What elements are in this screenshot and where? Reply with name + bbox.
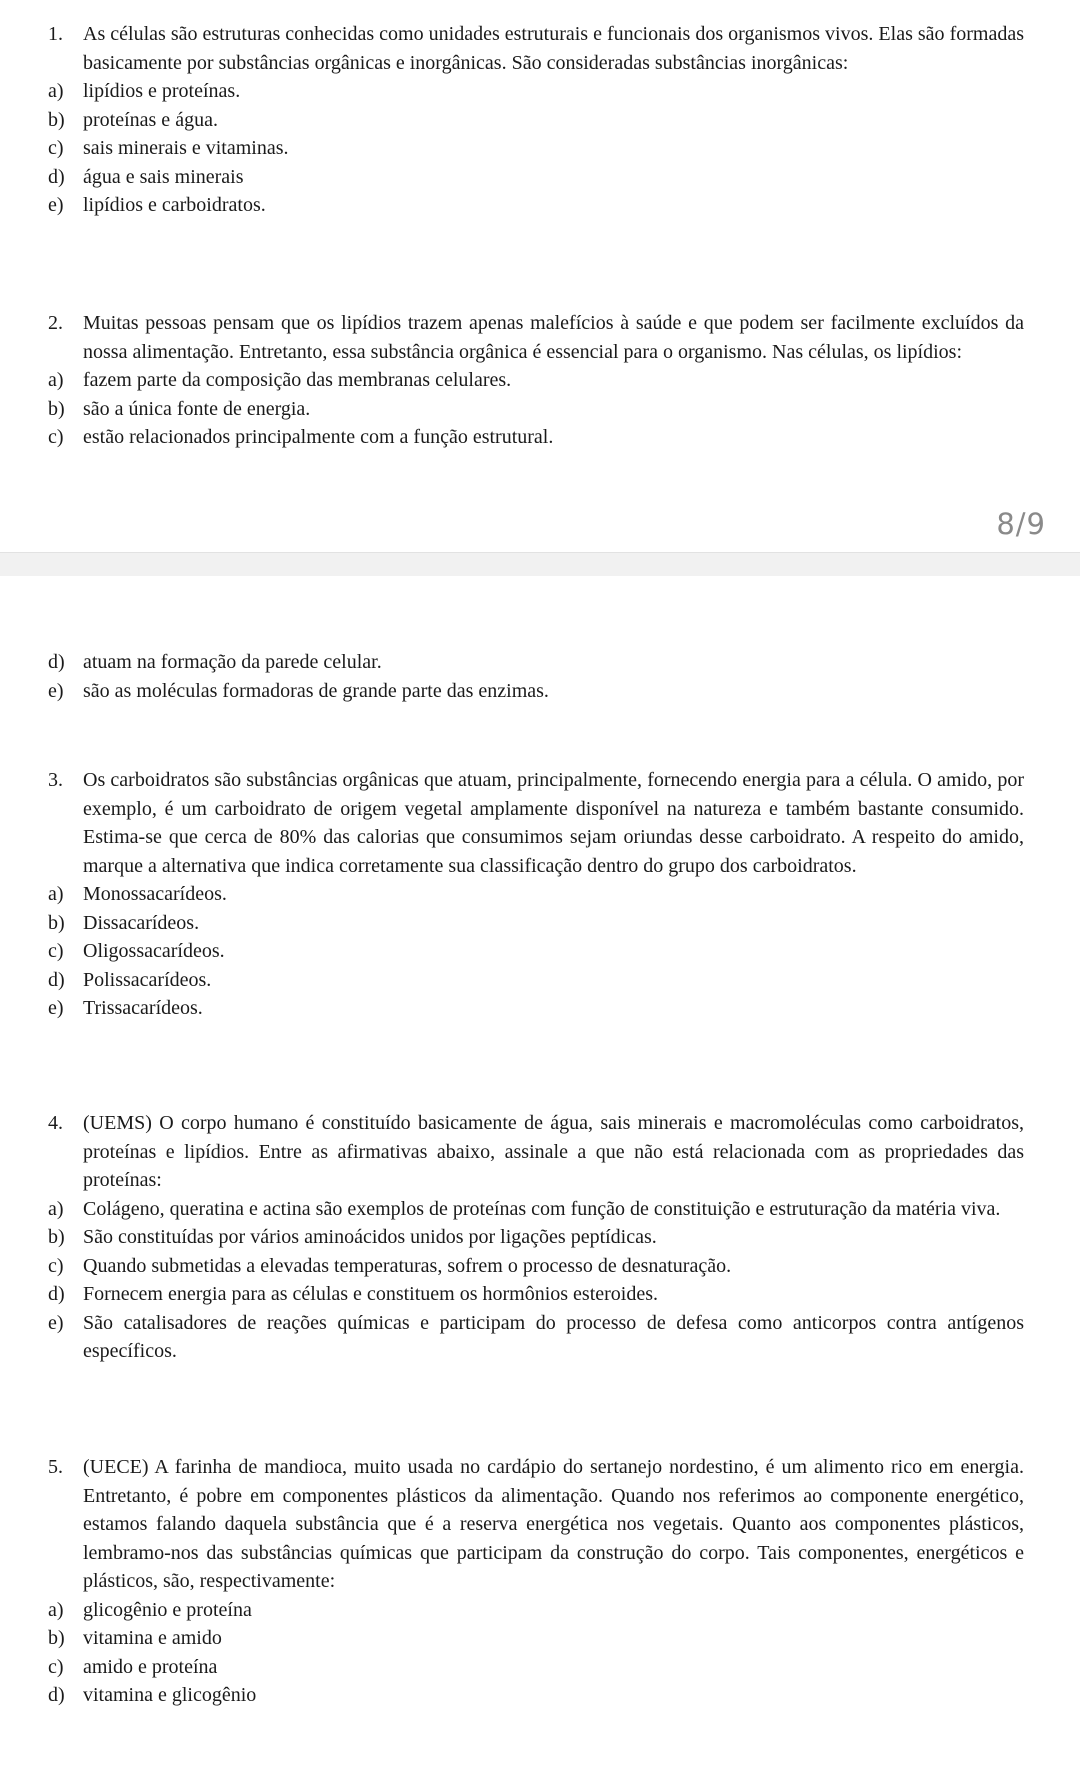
option-text: São catalisadores de reações químicas e participam do processo de defesa como anticorpos contra antígenos específicos. (83, 1311, 1024, 1362)
option-letter: b) (48, 397, 65, 420)
option-letter: a) (48, 1197, 64, 1220)
option-b (48, 1624, 1024, 1653)
option-list (48, 366, 1024, 452)
page-counter: 8/9 (996, 507, 1046, 541)
question-stem (48, 766, 1024, 880)
option-letter: d) (48, 1684, 65, 1706)
question-number: 4. (48, 1112, 63, 1134)
option-text: Polissacarídeos. (83, 968, 212, 991)
option-text: são a única fonte de energia. (83, 397, 311, 420)
option-c (48, 423, 1024, 452)
option-letter: b) (48, 1627, 65, 1649)
option-text: lipídios e carboidratos. (83, 194, 266, 216)
option-letter: b) (48, 1226, 65, 1248)
question-text: (UECE) A farinha de mandioca, muito usada no cardápio do sertanejo nordestino, é um alimento rico em energia. Entretanto, é pobre em componentes plásticos da alimentação. Quando nos referimos ao componente energético, estamos falando daquela substância que é a reserva energética nos vegetais. Quanto aos componentes plásticos, lembramo-nos das substâncias químicas que participam da construção do corpo. Tais componentes, energéticos e plásticos, são, respectivamente: (83, 1456, 1024, 1592)
option-list (48, 77, 1024, 220)
option-list (48, 880, 1024, 1023)
question-number: 5. (48, 1456, 63, 1478)
option-e (48, 1309, 1024, 1366)
option-letter: d) (48, 651, 65, 673)
option-text: Trissacarídeos. (83, 997, 203, 1019)
question-2 (48, 309, 1024, 452)
option-text: vitamina e amido (83, 1627, 222, 1649)
question-1 (48, 20, 1024, 220)
option-text: Colágeno, queratina e actina são exemplos de proteínas com função de constituição e estruturação da matéria viva. (83, 1197, 1001, 1220)
question-stem (48, 1453, 1024, 1596)
option-b (48, 106, 1024, 135)
option-b (48, 1223, 1024, 1252)
option-letter: c) (48, 137, 64, 159)
question-text: As células são estruturas conhecidas como unidades estruturais e funcionais dos organismos vivos. Elas são formadas basicamente por substâncias orgânicas e inorgânicas. São consideradas substâncias inorgânicas: (83, 23, 1024, 74)
option-text: vitamina e glicogênio (83, 1684, 257, 1706)
option-c (48, 1653, 1024, 1682)
option-a (48, 366, 1024, 395)
question-stem (48, 1109, 1024, 1195)
option-a (48, 77, 1024, 106)
option-list (48, 1195, 1024, 1366)
option-text: estão relacionados principalmente com a função estrutural. (83, 426, 554, 448)
option-c (48, 937, 1024, 966)
question-stem (48, 20, 1024, 77)
option-text: lipídios e proteínas. (83, 80, 241, 102)
option-letter: d) (48, 165, 65, 188)
option-text: sais minerais e vitaminas. (83, 137, 289, 159)
option-text: proteínas e água. (83, 108, 218, 131)
question-number: 3. (48, 769, 63, 791)
option-letter: c) (48, 1655, 64, 1678)
option-letter: a) (48, 1598, 64, 1621)
option-letter: b) (48, 108, 65, 131)
option-b (48, 395, 1024, 424)
page-separator (0, 552, 1080, 578)
question-text: Muitas pessoas pensam que os lipídios trazem apenas malefícios à saúde e que podem ser facilmente excluídos da nossa alimentação. Entretanto, essa substância orgânica é essencial para o organismo. Nas células, os lipídios: (83, 312, 1024, 363)
question-number: 1. (48, 23, 63, 45)
option-c (48, 134, 1024, 163)
option-d (48, 163, 1024, 192)
option-letter: e) (48, 194, 64, 216)
question-5 (48, 1453, 1024, 1710)
option-text: Dissacarídeos. (83, 911, 200, 934)
option-text: são as moléculas formadoras de grande parte das enzimas. (83, 679, 549, 702)
option-letter: a) (48, 369, 64, 391)
option-a (48, 880, 1024, 909)
option-text: água e sais minerais (83, 165, 244, 188)
option-text: Quando submetidas a elevadas temperaturas, sofrem o processo de desnaturação. (83, 1254, 732, 1277)
option-letter: c) (48, 1254, 64, 1277)
option-letter: b) (48, 911, 65, 934)
option-letter: e) (48, 997, 64, 1019)
option-text: Oligossacarídeos. (83, 940, 225, 962)
option-e (48, 677, 1024, 706)
option-text: atuam na formação da parede celular. (83, 651, 382, 673)
option-text: Monossacarídeos. (83, 883, 227, 905)
option-d (48, 966, 1024, 995)
option-letter: c) (48, 426, 64, 448)
option-letter: e) (48, 1311, 64, 1334)
question-text: Os carboidratos são substâncias orgânicas que atuam, principalmente, fornecendo energia para a célula. O amido, por exemplo, é um carboidrato de origem vegetal amplamente disponível na natureza e também bastante consumido. Estima-se que cerca de 80% das calorias que consumimos sejam oriundas desse carboidrato. A respeito do amido, marque a alternativa que indica corretamente sua classificação dentro do grupo dos carboidratos. (83, 769, 1024, 877)
question-text: (UEMS) O corpo humano é constituído basicamente de água, sais minerais e macromoléculas como carboidratos, proteínas e lipídios. Entre as afirmativas abaixo, assinale a que não está relacionada com as propriedades das proteínas: (83, 1112, 1024, 1191)
option-d (48, 1681, 1024, 1710)
option-e (48, 191, 1024, 220)
option-a (48, 1596, 1024, 1625)
option-text: glicogênio e proteína (83, 1598, 252, 1621)
option-a (48, 1195, 1024, 1224)
question-3 (48, 766, 1024, 1023)
option-letter: c) (48, 940, 64, 962)
option-e (48, 994, 1024, 1023)
option-b (48, 909, 1024, 938)
option-letter: a) (48, 80, 64, 102)
question-stem (48, 309, 1024, 366)
option-text: Fornecem energia para as células e constituem os hormônios esteroides. (83, 1283, 659, 1305)
option-letter: e) (48, 679, 64, 702)
option-text: São constituídas por vários aminoácidos unidos por ligações peptídicas. (83, 1226, 657, 1248)
option-letter: a) (48, 883, 64, 905)
option-c (48, 1252, 1024, 1281)
question-4 (48, 1109, 1024, 1366)
option-text: amido e proteína (83, 1655, 218, 1678)
option-letter: d) (48, 968, 65, 991)
option-list (48, 1596, 1024, 1710)
option-text: fazem parte da composição das membranas celulares. (83, 369, 512, 391)
option-list (48, 648, 1024, 705)
option-d (48, 1280, 1024, 1309)
option-letter: d) (48, 1283, 65, 1305)
question-number: 2. (48, 312, 63, 334)
question-2-continued (48, 648, 1024, 705)
option-d (48, 648, 1024, 677)
